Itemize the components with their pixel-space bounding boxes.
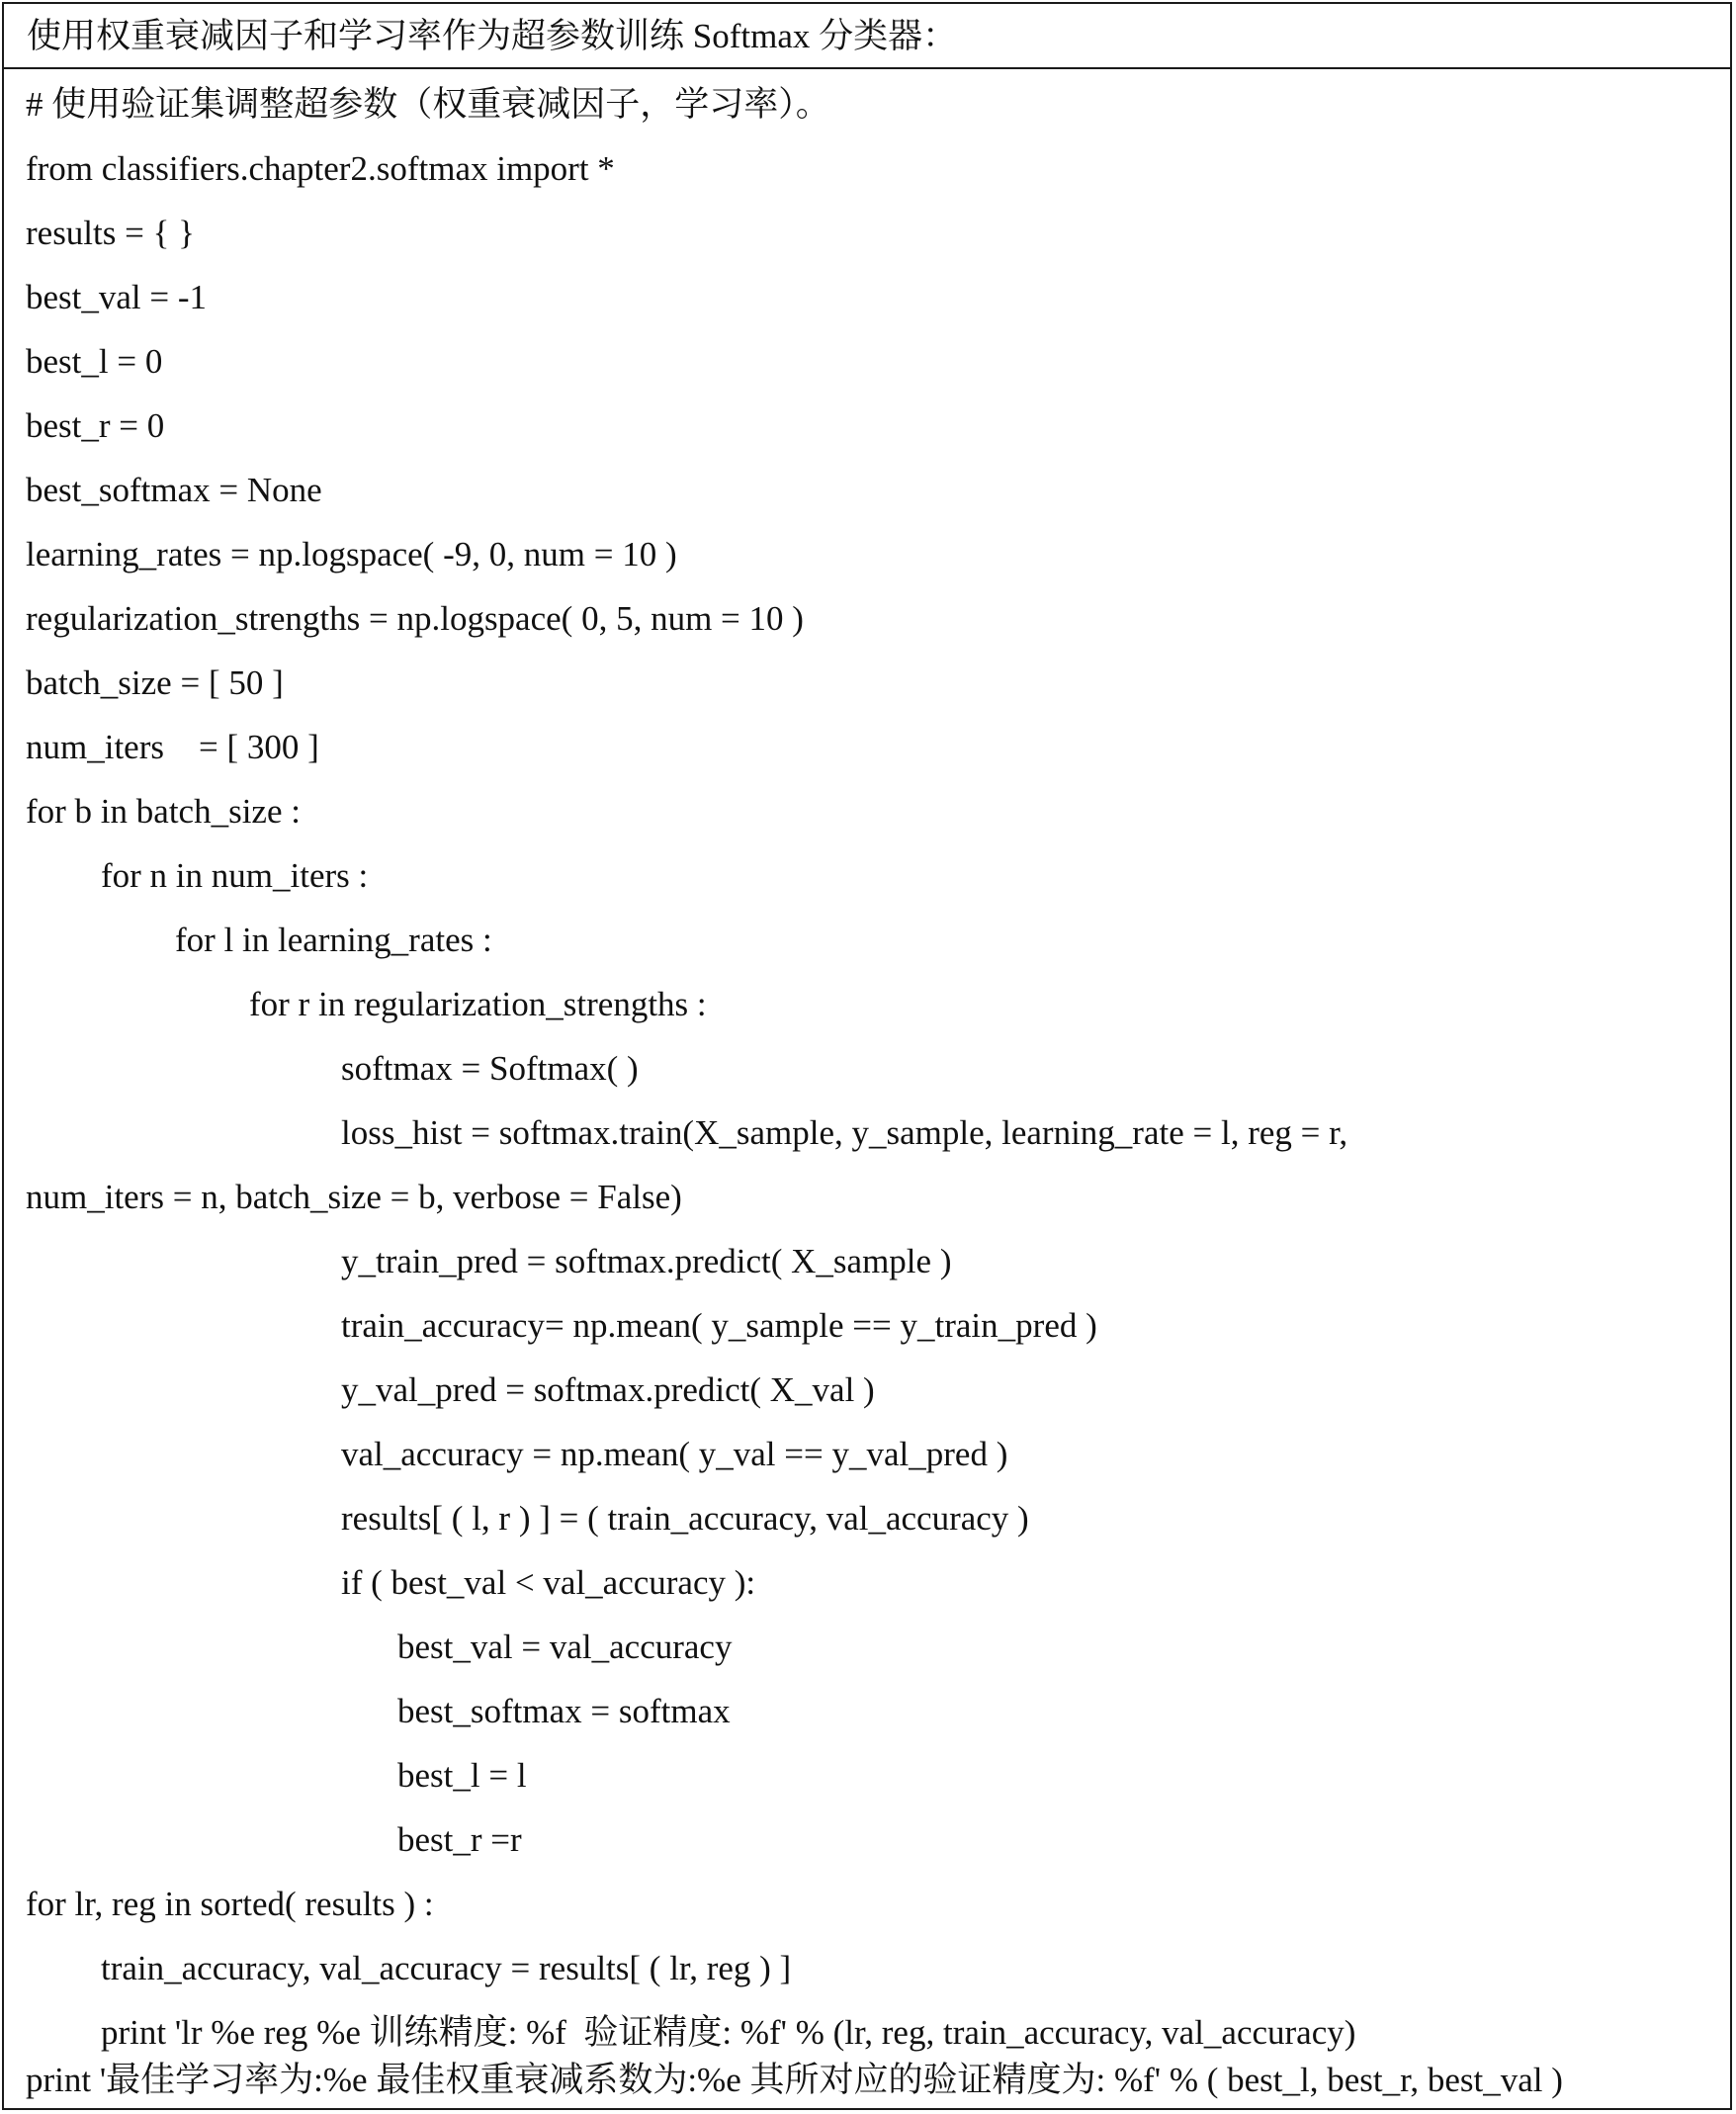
code-line: best_l = l (397, 1756, 527, 1795)
code-line: best_val = val_accuracy (397, 1628, 733, 1666)
code-box (2, 2, 1732, 2110)
code-line: for lr, reg in sorted( results ) : (26, 1885, 434, 1923)
code-line: from classifiers.chapter2.softmax import * (26, 149, 615, 188)
code-line: softmax = Softmax( ) (341, 1049, 639, 1088)
code-line: best_softmax = softmax (397, 1692, 731, 1730)
code-line: if ( best_val < val_accuracy ): (341, 1563, 756, 1602)
code-line: batch_size = [ 50 ] (26, 663, 284, 702)
code-line: train_accuracy= np.mean( y_sample == y_train_pred ) (341, 1306, 1097, 1345)
code-caption: 使用权重衰减因子和学习率作为超参数训练 Softmax 分类器： (4, 4, 1730, 69)
code-line: best_r =r (397, 1820, 522, 1859)
code-line: for n in num_iters : (101, 856, 369, 895)
code-line: results = { } (26, 214, 195, 252)
code-line: y_val_pred = softmax.predict( X_val ) (341, 1370, 875, 1409)
code-line: for b in batch_size : (26, 792, 301, 831)
code-line: print 'lr %e reg %e 训练精度: %f 验证精度: %f' % (lr, reg, train_accuracy, val_accuracy) (101, 2013, 1356, 2052)
code-line: num_iters = n, batch_size = b, verbose = False) (26, 1178, 682, 1216)
code-line: # 使用验证集调整超参数（权重衰减因子，学习率）。 (26, 85, 830, 124)
code-line: train_accuracy, val_accuracy = results[ ( lr, reg ) ] (101, 1949, 792, 1987)
code-line: best_softmax = None (26, 471, 322, 509)
code-line: regularization_strengths = np.logspace( 0, 5, num = 10 ) (26, 599, 804, 638)
code-line: learning_rates = np.logspace( -9, 0, num = 10 ) (26, 535, 677, 573)
code-line: for l in learning_rates : (175, 921, 492, 959)
code-line: loss_hist = softmax.train(X_sample, y_sample, learning_rate = l, reg = r, (341, 1113, 1348, 1152)
code-line: results[ ( l, r ) ] = ( train_accuracy, val_accuracy ) (341, 1499, 1029, 1538)
code-line: best_r = 0 (26, 406, 165, 445)
code-line: best_l = 0 (26, 342, 163, 381)
code-line: best_val = -1 (26, 278, 208, 316)
code-line: print '最佳学习率为:%e 最佳权重衰减系数为:%e 其所对应的验证精度为: %f' % ( best_l, best_r, best_val ) (26, 2061, 1563, 2099)
code-line: y_train_pred = softmax.predict( X_sample ) (341, 1242, 952, 1280)
code-line: for r in regularization_strengths : (249, 985, 707, 1023)
code-line: val_accuracy = np.mean( y_val == y_val_pred ) (341, 1435, 1008, 1473)
code-line: num_iters = [ 300 ] (26, 728, 319, 766)
